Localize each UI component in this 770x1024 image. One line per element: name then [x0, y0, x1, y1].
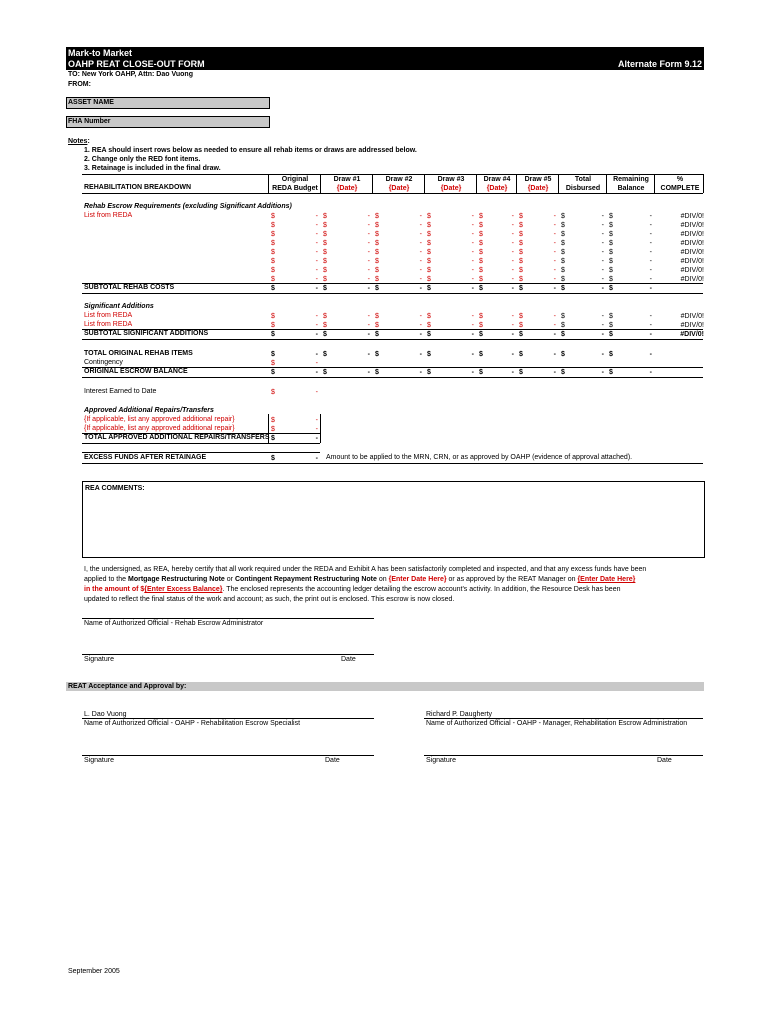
- footer-date: September 2005: [68, 968, 120, 975]
- notes-heading: Notes:: [68, 138, 90, 145]
- column-divider: [558, 174, 559, 193]
- currency-cell[interactable]: $ -: [519, 313, 556, 320]
- column-divider: [320, 174, 321, 193]
- cert-line-3: in the amount of ${Enter Excess Balance}. The enclosed represents the accounting ledger detailing the escrow account's activity. In addition, the Resource Desk has been: [84, 586, 621, 593]
- currency-cell: $ -: [323, 369, 370, 376]
- currency-cell[interactable]: $ -: [271, 213, 318, 220]
- currency-cell[interactable]: $ -: [519, 240, 556, 247]
- currency-cell[interactable]: $ -: [375, 276, 422, 283]
- approved-section-label: Approved Additional Repairs/Transfers: [84, 407, 214, 414]
- percent-complete-cell: #DIV/0!: [680, 331, 704, 338]
- currency-cell: $ -: [479, 369, 514, 376]
- approved-item-2[interactable]: {If applicable, list any approved additional repair}: [84, 425, 235, 432]
- currency-cell: $ -: [375, 369, 422, 376]
- percent-complete-cell: #DIV/0!: [680, 322, 704, 329]
- currency-cell[interactable]: $ -: [519, 276, 556, 283]
- currency-cell: $ -: [271, 351, 318, 358]
- currency-cell[interactable]: $ -: [427, 276, 474, 283]
- column-divider: [424, 174, 425, 193]
- signature-label-2: Signature: [84, 757, 114, 764]
- column-header: Draw #1 {Date}: [333, 176, 361, 192]
- currency-cell: $ -: [519, 351, 556, 358]
- currency-cell: $ -: [561, 285, 604, 292]
- currency-cell[interactable]: $ -: [479, 213, 514, 220]
- currency-cell: $ -: [519, 369, 556, 376]
- subtotal-line: [82, 283, 703, 284]
- date-label-2: Date: [325, 757, 340, 764]
- currency-cell: $ -: [427, 351, 474, 358]
- currency-cell: $ -: [609, 369, 652, 376]
- currency-cell: $ -: [609, 322, 652, 329]
- column-divider: [372, 174, 373, 193]
- sig-item-2[interactable]: List from REDA: [84, 321, 133, 328]
- currency-cell: $ -: [271, 331, 318, 338]
- interest-label: Interest Earned to Date: [84, 388, 157, 395]
- currency-cell: $ -: [561, 276, 604, 283]
- currency-cell[interactable]: $ -: [323, 222, 370, 229]
- interest-cell[interactable]: $ -: [271, 389, 318, 396]
- currency-cell[interactable]: $ -: [375, 313, 422, 320]
- currency-cell[interactable]: $ -: [323, 313, 370, 320]
- currency-cell: $ -: [561, 267, 604, 274]
- asset-name-field[interactable]: [66, 97, 270, 109]
- currency-cell[interactable]: $ -: [427, 258, 474, 265]
- column-divider: [320, 414, 321, 443]
- excess-funds-label: EXCESS FUNDS AFTER RETAINAGE: [84, 454, 207, 461]
- currency-cell[interactable]: $ -: [271, 313, 318, 320]
- total-original-label: TOTAL ORIGINAL REHAB ITEMS: [84, 350, 193, 357]
- currency-cell: $ -: [609, 331, 652, 338]
- currency-cell: $ -: [479, 351, 514, 358]
- currency-cell: $ -: [375, 331, 422, 338]
- currency-cell[interactable]: $ -: [323, 249, 370, 256]
- currency-cell[interactable]: $ -: [427, 267, 474, 274]
- note-2: 2. Change only the RED font items.: [84, 156, 201, 163]
- note-1: 1. REA should insert rows below as needed to ensure all rehab items or draws are addressed below.: [84, 147, 417, 154]
- percent-complete-cell: #DIV/0!: [680, 258, 704, 265]
- column-header: Draw #4 {Date}: [483, 176, 511, 192]
- currency-cell: $ -: [561, 222, 604, 229]
- subtotal-line: [82, 293, 703, 294]
- column-divider: [268, 174, 269, 193]
- rehab-section-label: Rehab Escrow Requirements (excluding Significant Additions): [84, 203, 292, 210]
- column-divider: [654, 174, 655, 193]
- currency-cell[interactable]: $ -: [479, 231, 514, 238]
- currency-cell[interactable]: $ -: [375, 258, 422, 265]
- currency-cell[interactable]: $ -: [323, 231, 370, 238]
- currency-cell: $ -: [561, 351, 604, 358]
- cert-date-1[interactable]: {Enter Date Here}: [388, 576, 447, 583]
- currency-cell: $ -: [519, 285, 556, 292]
- asset-name-label: ASSET NAME: [68, 99, 114, 106]
- total-line: [82, 463, 703, 464]
- column-header: Draw #5 {Date}: [524, 176, 552, 192]
- rea-comments-label: REA COMMENTS:: [85, 485, 145, 492]
- rea-comments-box[interactable]: [82, 481, 705, 558]
- official-label: Name of Authorized Official - Rehab Escrow Administrator: [84, 620, 264, 627]
- currency-cell: $ -: [375, 351, 422, 358]
- currency-cell[interactable]: $ -: [519, 213, 556, 220]
- percent-complete-cell: #DIV/0!: [680, 213, 704, 220]
- currency-cell[interactable]: $ -: [427, 213, 474, 220]
- currency-cell[interactable]: $ -: [479, 313, 514, 320]
- currency-cell[interactable]: $ -: [375, 231, 422, 238]
- currency-cell[interactable]: $ -: [271, 240, 318, 247]
- currency-cell: $ -: [609, 313, 652, 320]
- currency-cell: $ -: [561, 322, 604, 329]
- right-official-name: Richard P. Daugherty: [426, 711, 493, 718]
- currency-cell[interactable]: $ -: [427, 313, 474, 320]
- total-approved-label: TOTAL APPROVED ADDITIONAL REPAIRS/TRANSFERS: [84, 434, 270, 441]
- certification-text: [84, 565, 646, 605]
- currency-cell: $ -: [323, 285, 370, 292]
- currency-cell[interactable]: $ -: [519, 267, 556, 274]
- currency-cell: $ -: [561, 249, 604, 256]
- currency-cell: $ -: [609, 222, 652, 229]
- currency-cell: $ -: [561, 240, 604, 247]
- currency-cell[interactable]: $ -: [479, 222, 514, 229]
- column-header: Draw #2 {Date}: [385, 176, 413, 192]
- currency-cell[interactable]: $ -: [323, 276, 370, 283]
- column-header: Draw #3 {Date}: [437, 176, 465, 192]
- percent-complete-cell: #DIV/0!: [680, 231, 704, 238]
- currency-cell[interactable]: $ -: [519, 322, 556, 329]
- percent-complete-cell: #DIV/0!: [680, 240, 704, 247]
- total-line: [82, 452, 320, 453]
- reat-approval-label: REAT Acceptance and Approval by:: [68, 683, 187, 690]
- left-official-name: L. Dao Vuong: [84, 711, 127, 718]
- currency-cell: $ -: [609, 240, 652, 247]
- column-header: % COMPLETE: [660, 176, 700, 192]
- currency-cell: $ -: [561, 231, 604, 238]
- contingency-label: Contingency: [84, 359, 123, 366]
- currency-cell[interactable]: $ -: [427, 222, 474, 229]
- date-label-1: Date: [341, 656, 356, 663]
- currency-cell: $ -: [271, 369, 318, 376]
- currency-cell[interactable]: $ -: [271, 222, 318, 229]
- currency-cell[interactable]: $ -: [375, 240, 422, 247]
- currency-cell[interactable]: $ -: [427, 240, 474, 247]
- currency-cell[interactable]: $ -: [271, 258, 318, 265]
- currency-cell: $ -: [561, 369, 604, 376]
- form-header: [66, 47, 704, 70]
- signature-label-3: Signature: [426, 757, 456, 764]
- currency-cell[interactable]: $ -: [479, 240, 514, 247]
- total-line: [82, 443, 320, 444]
- column-divider: [516, 174, 517, 193]
- currency-cell: $ -: [609, 276, 652, 283]
- sig-section-label: Significant Additions: [84, 303, 154, 310]
- currency-cell: $ -: [323, 331, 370, 338]
- currency-cell[interactable]: $ -: [479, 267, 514, 274]
- percent-complete-cell: #DIV/0!: [680, 313, 704, 320]
- currency-cell: $ -: [479, 331, 514, 338]
- currency-cell[interactable]: $ -: [479, 249, 514, 256]
- currency-cell: $ -: [323, 351, 370, 358]
- total-approved-cell: $ -: [271, 435, 318, 442]
- percent-complete-cell: #DIV/0!: [680, 276, 704, 283]
- original-escrow-label: ORIGINAL ESCROW BALANCE: [84, 368, 188, 375]
- subtotal-line: [82, 339, 703, 340]
- currency-cell: $ -: [609, 285, 652, 292]
- currency-cell[interactable]: $ -: [375, 249, 422, 256]
- form-title-line1: Mark-to Market: [68, 48, 133, 58]
- currency-cell[interactable]: $ -: [427, 231, 474, 238]
- cert-line-4: updated to reflect the final status of the work and account; as such, the print out is enclosed. This escrow is now closed.: [84, 596, 455, 603]
- fha-number-field[interactable]: [66, 116, 270, 128]
- cert-line-2: applied to the Mortgage Restructuring Note or Contingent Repayment Restructuring Note on {Enter Date Here} or as approved by the REAT Manager on {Enter Date Here}: [84, 576, 636, 583]
- total-line: [82, 377, 703, 378]
- fha-number-label: FHA Number: [68, 118, 111, 125]
- currency-cell[interactable]: $ -: [271, 267, 318, 274]
- contingency-cell[interactable]: $ -: [271, 360, 318, 367]
- note-3: 3. Retainage is included in the final draw.: [84, 165, 221, 172]
- currency-cell[interactable]: $ -: [323, 322, 370, 329]
- currency-cell[interactable]: $ -: [519, 231, 556, 238]
- percent-complete-cell: #DIV/0!: [680, 249, 704, 256]
- currency-cell: $ -: [609, 351, 652, 358]
- column-divider: [703, 174, 704, 193]
- currency-cell[interactable]: $ -: [479, 258, 514, 265]
- currency-cell[interactable]: $ -: [323, 240, 370, 247]
- percent-complete-cell: #DIV/0!: [680, 222, 704, 229]
- excess-note: Amount to be applied to the MRN, CRN, or as approved by OAHP (evidence of approval attached).: [326, 454, 633, 461]
- approved-repair-cell[interactable]: $ -: [271, 417, 318, 424]
- currency-cell[interactable]: $ -: [271, 231, 318, 238]
- excess-funds-cell: $ -: [271, 455, 318, 462]
- currency-cell[interactable]: $ -: [479, 276, 514, 283]
- column-divider: [476, 174, 477, 193]
- currency-cell[interactable]: $ -: [427, 322, 474, 329]
- approved-item-1[interactable]: {If applicable, list any approved additional repair}: [84, 416, 235, 423]
- from-line: FROM:: [68, 81, 91, 88]
- right-official-title: Name of Authorized Official - OAHP - Manager, Rehabilitation Escrow Administration: [426, 720, 688, 727]
- currency-cell[interactable]: $ -: [375, 322, 422, 329]
- to-line: TO: New York OAHP, Attn: Dao Vuong: [68, 71, 193, 78]
- rehab-breakdown-header: REHABILITATION BREAKDOWN: [84, 184, 192, 191]
- list-from-reda-item[interactable]: List from REDA: [84, 212, 133, 219]
- currency-cell: $ -: [609, 213, 652, 220]
- currency-cell: $ -: [609, 258, 652, 265]
- currency-cell[interactable]: $ -: [519, 222, 556, 229]
- subtotal-rehab-label: SUBTOTAL REHAB COSTS: [84, 284, 175, 291]
- currency-cell: $ -: [479, 285, 514, 292]
- currency-cell[interactable]: $ -: [271, 322, 318, 329]
- currency-cell: $ -: [561, 331, 604, 338]
- alternate-form-label: Alternate Form 9.12: [617, 59, 702, 69]
- column-header: Original REDA Budget: [272, 176, 318, 192]
- column-header: Remaining Balance: [613, 176, 649, 192]
- cert-line-1: I, the undersigned, as REA, hereby certify that all work required under the REDA and Exhibit A has been satisfactorily completed and inspected, and that any excess funds have been: [84, 566, 647, 573]
- cert-date-2[interactable]: {Enter Date Here}: [577, 576, 636, 583]
- currency-cell[interactable]: $ -: [375, 213, 422, 220]
- column-divider: [606, 174, 607, 193]
- currency-cell[interactable]: $ -: [271, 276, 318, 283]
- column-header: Total Disbursed: [565, 176, 601, 192]
- currency-cell: $ -: [427, 331, 474, 338]
- currency-cell: $ -: [609, 267, 652, 274]
- currency-cell: $ -: [561, 313, 604, 320]
- currency-cell: $ -: [375, 285, 422, 292]
- currency-cell[interactable]: $ -: [271, 249, 318, 256]
- sig-item-1[interactable]: List from REDA: [84, 312, 133, 319]
- left-official-title: Name of Authorized Official - OAHP - Rehabilitation Escrow Specialist: [84, 720, 301, 727]
- subtotal-sig-label: SUBTOTAL SIGNIFICANT ADDITIONS: [84, 330, 209, 337]
- signature-label-1: Signature: [84, 656, 114, 663]
- currency-cell: $ -: [609, 231, 652, 238]
- currency-cell[interactable]: $ -: [323, 213, 370, 220]
- currency-cell[interactable]: $ -: [479, 322, 514, 329]
- currency-cell: $ -: [271, 285, 318, 292]
- approved-repair-cell[interactable]: $ -: [271, 426, 318, 433]
- cert-excess-balance[interactable]: {Enter Excess Balance}: [144, 586, 223, 593]
- form-title-line2: OAHP REAT CLOSE-OUT FORM: [68, 59, 205, 69]
- currency-cell[interactable]: $ -: [323, 267, 370, 274]
- currency-cell: $ -: [427, 285, 474, 292]
- currency-cell[interactable]: $ -: [519, 258, 556, 265]
- currency-cell: $ -: [519, 331, 556, 338]
- currency-cell: $ -: [609, 249, 652, 256]
- currency-cell: $ -: [427, 369, 474, 376]
- currency-cell: $ -: [561, 213, 604, 220]
- currency-cell: $ -: [561, 258, 604, 265]
- percent-complete-cell: #DIV/0!: [680, 267, 704, 274]
- currency-cell[interactable]: $ -: [375, 267, 422, 274]
- currency-cell[interactable]: $ -: [375, 222, 422, 229]
- currency-cell[interactable]: $ -: [323, 258, 370, 265]
- date-label-3: Date: [657, 757, 672, 764]
- currency-cell[interactable]: $ -: [427, 249, 474, 256]
- currency-cell[interactable]: $ -: [519, 249, 556, 256]
